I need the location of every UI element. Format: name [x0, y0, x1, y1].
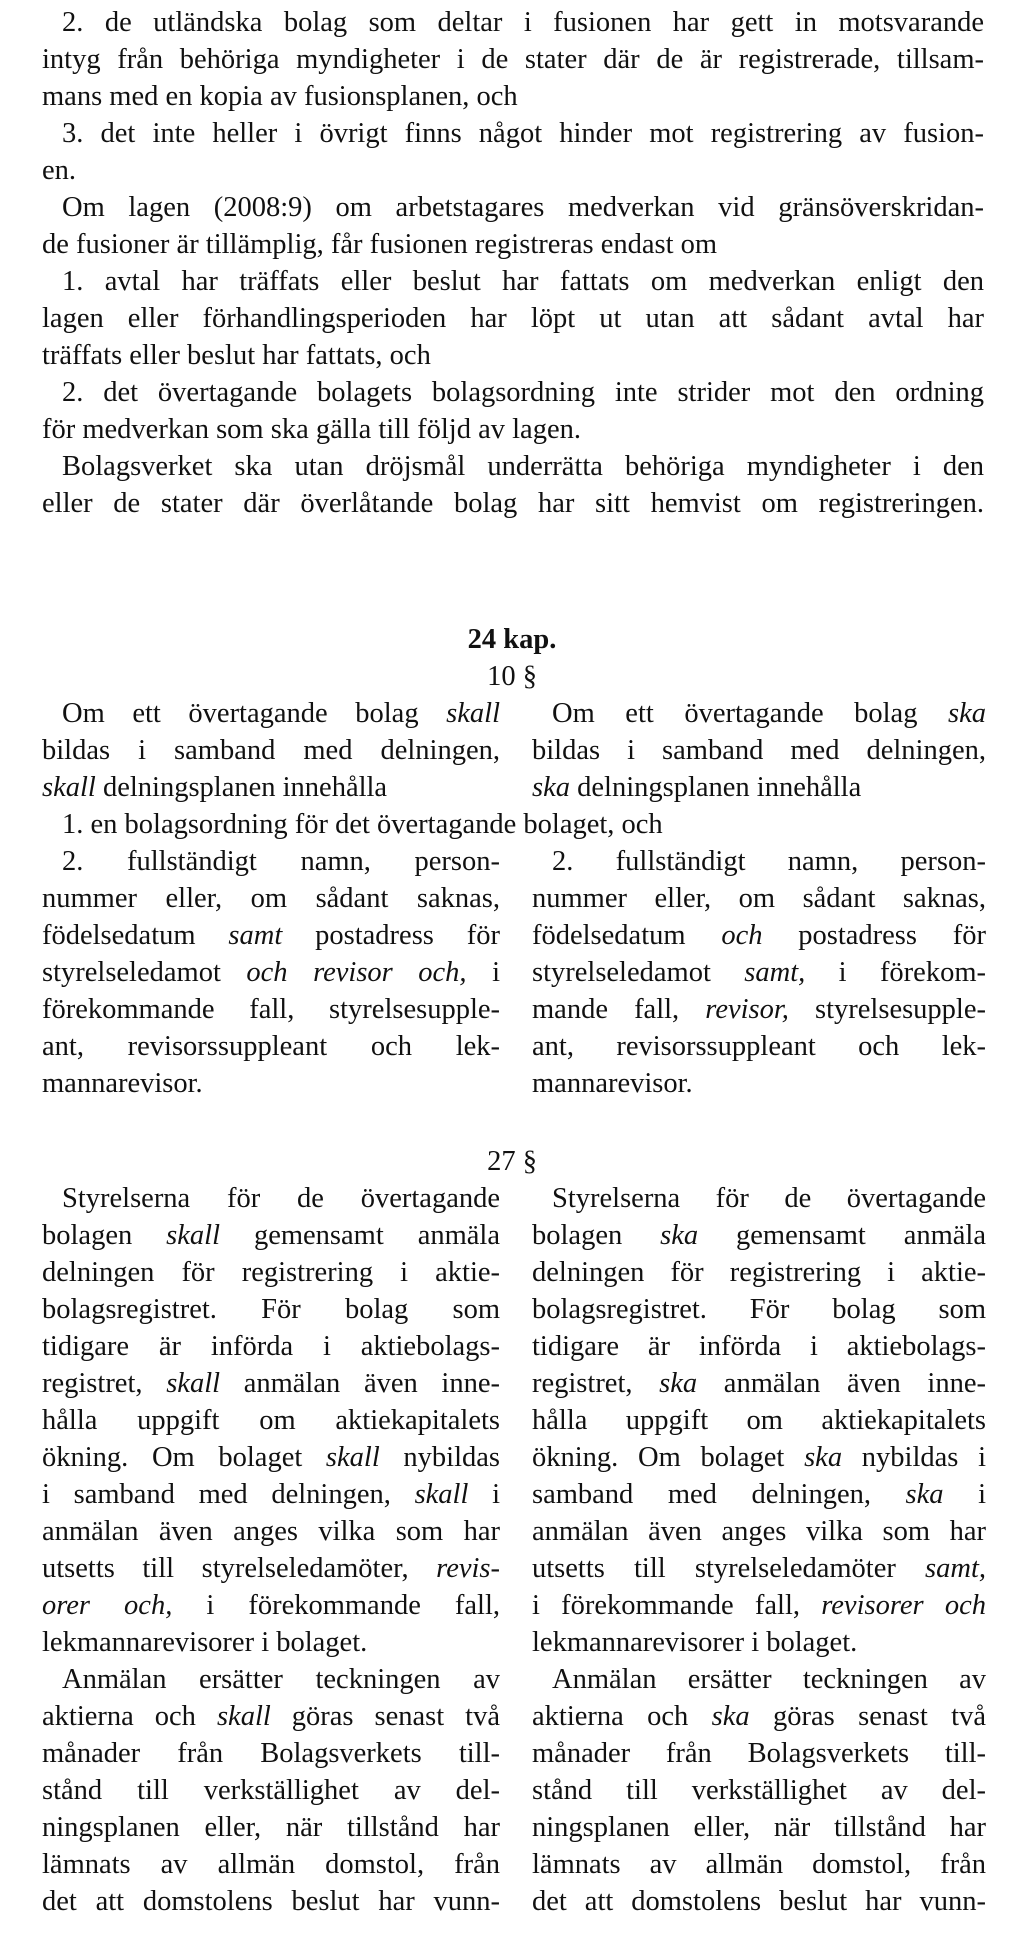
section-27-right-line: månader från Bolagsverkets till- — [532, 1738, 986, 1769]
section-27-left-line: bolagsregistret. För bolag som — [42, 1294, 500, 1325]
intro-line: intyg från behöriga myndigheter i de stater där de är registrerade, tillsam- — [42, 44, 984, 75]
section-10-left-line: styrelseledamot och revisor och, i — [42, 957, 500, 988]
section-27-right-line: Styrelserna för de övertagande — [552, 1183, 986, 1214]
section-27-left-line: registret, skall anmälan även inne- — [42, 1368, 500, 1399]
section-10-heading: 10 § — [487, 661, 537, 692]
section-10-right-line: Om ett övertagande bolag ska — [552, 698, 986, 729]
section-10-left-line: mannarevisor. — [42, 1068, 203, 1099]
section-27-left-line: aktierna och skall göras senast två — [42, 1701, 500, 1732]
section-27-left-line: ningsplanen eller, när tillstånd har — [42, 1812, 500, 1843]
section-27-left-line: lämnats av allmän domstol, från — [42, 1849, 500, 1880]
section-27-right-line: tidigare är införda i aktiebolags- — [532, 1331, 986, 1362]
intro-line: för medverkan som ska gälla till följd av lagen. — [42, 414, 581, 445]
section-10-right-line: födelsedatum och postadress för — [532, 920, 986, 951]
section-27-left-line: lekmannarevisorer i bolaget. — [42, 1627, 368, 1658]
intro-line: de fusioner är tillämplig, får fusionen registreras endast om — [42, 229, 718, 260]
section-27-left-line: tidigare är införda i aktiebolags- — [42, 1331, 500, 1362]
intro-line: Om lagen (2008:9) om arbetstagares medverkan vid gränsöverskridan- — [62, 192, 984, 223]
section-10-right-line: ska delningsplanen innehålla — [532, 772, 862, 803]
section-27-right-line: lekmannarevisorer i bolaget. — [532, 1627, 858, 1658]
emphasized-term: skall — [166, 1368, 221, 1399]
chapter-heading: 24 kap. — [467, 624, 557, 655]
intro-line: träffats eller beslut har fattats, och — [42, 340, 431, 371]
section-27-right-line: det att domstolens beslut har vunn- — [532, 1886, 986, 1917]
emphasized-term: ska — [660, 1220, 699, 1251]
section-27-right-line: bolagen ska gemensamt anmäla — [532, 1220, 986, 1251]
section-27-left-line: månader från Bolagsverkets till- — [42, 1738, 500, 1769]
section-27-right-line: samband med delningen, ska i — [532, 1479, 986, 1510]
section-27-left-line: utsetts till styrelseledamöter, revis- — [42, 1553, 500, 1584]
section-27-right-line: bolagsregistret. För bolag som — [532, 1294, 986, 1325]
section-27-left-line: Anmälan ersätter teckningen av — [62, 1664, 500, 1695]
section-27-left-line: i samband med delningen, skall i — [42, 1479, 500, 1510]
section-10-right-line: 2. fullständigt namn, person- — [552, 846, 986, 877]
intro-line: mans med en kopia av fusionsplanen, och — [42, 81, 518, 112]
section-10-left-line: skall delningsplanen innehålla — [42, 772, 388, 803]
section-27-right-line: ökning. Om bolaget ska nybildas i — [532, 1442, 986, 1473]
emphasized-term: samt, — [744, 957, 806, 988]
section-27-left-line: anmälan även anges vilka som har — [42, 1516, 500, 1547]
intro-line: 1. avtal har träffats eller beslut har fattats om medverkan enligt den — [62, 266, 984, 297]
emphasized-term: och revisor och, — [246, 957, 467, 988]
section-27-right-line: lämnats av allmän domstol, från — [532, 1849, 986, 1880]
emphasized-term: revisor, — [705, 994, 789, 1025]
section-27-right-line: utsetts till styrelseledamöter samt, — [532, 1553, 986, 1584]
intro-line: Bolagsverket ska utan dröjsmål underrätta behöriga myndigheter i den — [62, 451, 984, 482]
emphasized-term: ska — [804, 1442, 843, 1473]
emphasized-term: skall — [166, 1220, 220, 1251]
section-27-right-line: delningen för registrering i aktie- — [532, 1257, 986, 1288]
section-10-right-line: bildas i samband med delningen, — [532, 735, 986, 766]
intro-line: 2. det övertagande bolagets bolagsordning inte strider mot den ordning — [62, 377, 984, 408]
emphasized-term: samt, — [925, 1553, 986, 1584]
section-27-right-line: aktierna och ska göras senast två — [532, 1701, 986, 1732]
emphasized-term: ska — [905, 1479, 944, 1510]
section-27-left-line: hålla uppgift om aktiekapitalets — [42, 1405, 500, 1436]
emphasized-term: revis- — [436, 1553, 500, 1584]
section-27-left-line: det att domstolens beslut har vunn- — [42, 1886, 500, 1917]
section-10-right-line: nummer eller, om sådant saknas, — [532, 883, 986, 914]
intro-line: eller de stater där överlåtande bolag har sitt hemvist om registreringen. — [42, 488, 984, 519]
emphasized-term: skall — [42, 772, 96, 803]
section-27-right-line: hålla uppgift om aktiekapitalets — [532, 1405, 986, 1436]
section-27-right-line: anmälan även anges vilka som har — [532, 1516, 986, 1547]
emphasized-term: ska — [659, 1368, 698, 1399]
section-27-left-line: orer och, i förekommande fall, — [42, 1590, 500, 1621]
emphasized-term: skall — [414, 1479, 469, 1510]
section-27-left-line: delningen för registrering i aktie- — [42, 1257, 500, 1288]
section-10-shared-item: 1. en bolagsordning för det övertagande bolaget, och — [62, 809, 663, 840]
section-10-left-line: Om ett övertagande bolag skall — [62, 698, 500, 729]
section-27-right-line: ningsplanen eller, när tillstånd har — [532, 1812, 986, 1843]
section-27-left-line: bolagen skall gemensamt anmäla — [42, 1220, 500, 1251]
section-27-left-line: Styrelserna för de övertagande — [62, 1183, 500, 1214]
emphasized-term: skall — [216, 1701, 271, 1732]
emphasized-term: ska — [948, 698, 986, 729]
section-27-right-line: registret, ska anmälan även inne- — [532, 1368, 986, 1399]
intro-line: en. — [42, 155, 77, 186]
section-27-left-line: ökning. Om bolaget skall nybildas — [42, 1442, 500, 1473]
section-10-left-line: förekommande fall, styrelsesupple- — [42, 994, 500, 1025]
intro-line: lagen eller förhandlingsperioden har löpt ut utan att sådant avtal har — [42, 303, 984, 334]
section-10-right-line: mannarevisor. — [532, 1068, 693, 1099]
emphasized-term: ska — [711, 1701, 750, 1732]
section-27-left-line: stånd till verkställighet av del- — [42, 1775, 500, 1806]
section-27-right-line: i förekommande fall, revisorer och — [532, 1590, 986, 1621]
section-10-left-line: nummer eller, om sådant saknas, — [42, 883, 500, 914]
emphasized-term: ska — [532, 772, 570, 803]
section-27-right-line: stånd till verkställighet av del- — [532, 1775, 986, 1806]
section-27-heading: 27 § — [487, 1146, 537, 1177]
emphasized-term: skall — [325, 1442, 380, 1473]
emphasized-term: revisorer och — [821, 1590, 986, 1621]
section-10-left-line: bildas i samband med delningen, — [42, 735, 500, 766]
emphasized-term: och — [721, 920, 763, 951]
section-10-right-line: mande fall, revisor, styrelsesupple- — [532, 994, 986, 1025]
emphasized-term: skall — [446, 698, 500, 729]
emphasized-term: orer och, — [42, 1590, 173, 1621]
section-27-right-line: Anmälan ersätter teckningen av — [552, 1664, 986, 1695]
section-10-left-line: ant, revisorssuppleant och lek- — [42, 1031, 500, 1062]
emphasized-term: samt — [228, 920, 283, 951]
intro-line: 3. det inte heller i övrigt finns något hinder mot registrering av fusion- — [62, 118, 984, 149]
section-10-right-line: styrelseledamot samt, i förekom- — [532, 957, 986, 988]
section-10-left-line: 2. fullständigt namn, person- — [62, 846, 500, 877]
section-10-right-line: ant, revisorssuppleant och lek- — [532, 1031, 986, 1062]
intro-line: 2. de utländska bolag som deltar i fusionen har gett in motsvarande — [62, 7, 984, 38]
section-10-left-line: födelsedatum samt postadress för — [42, 920, 500, 951]
